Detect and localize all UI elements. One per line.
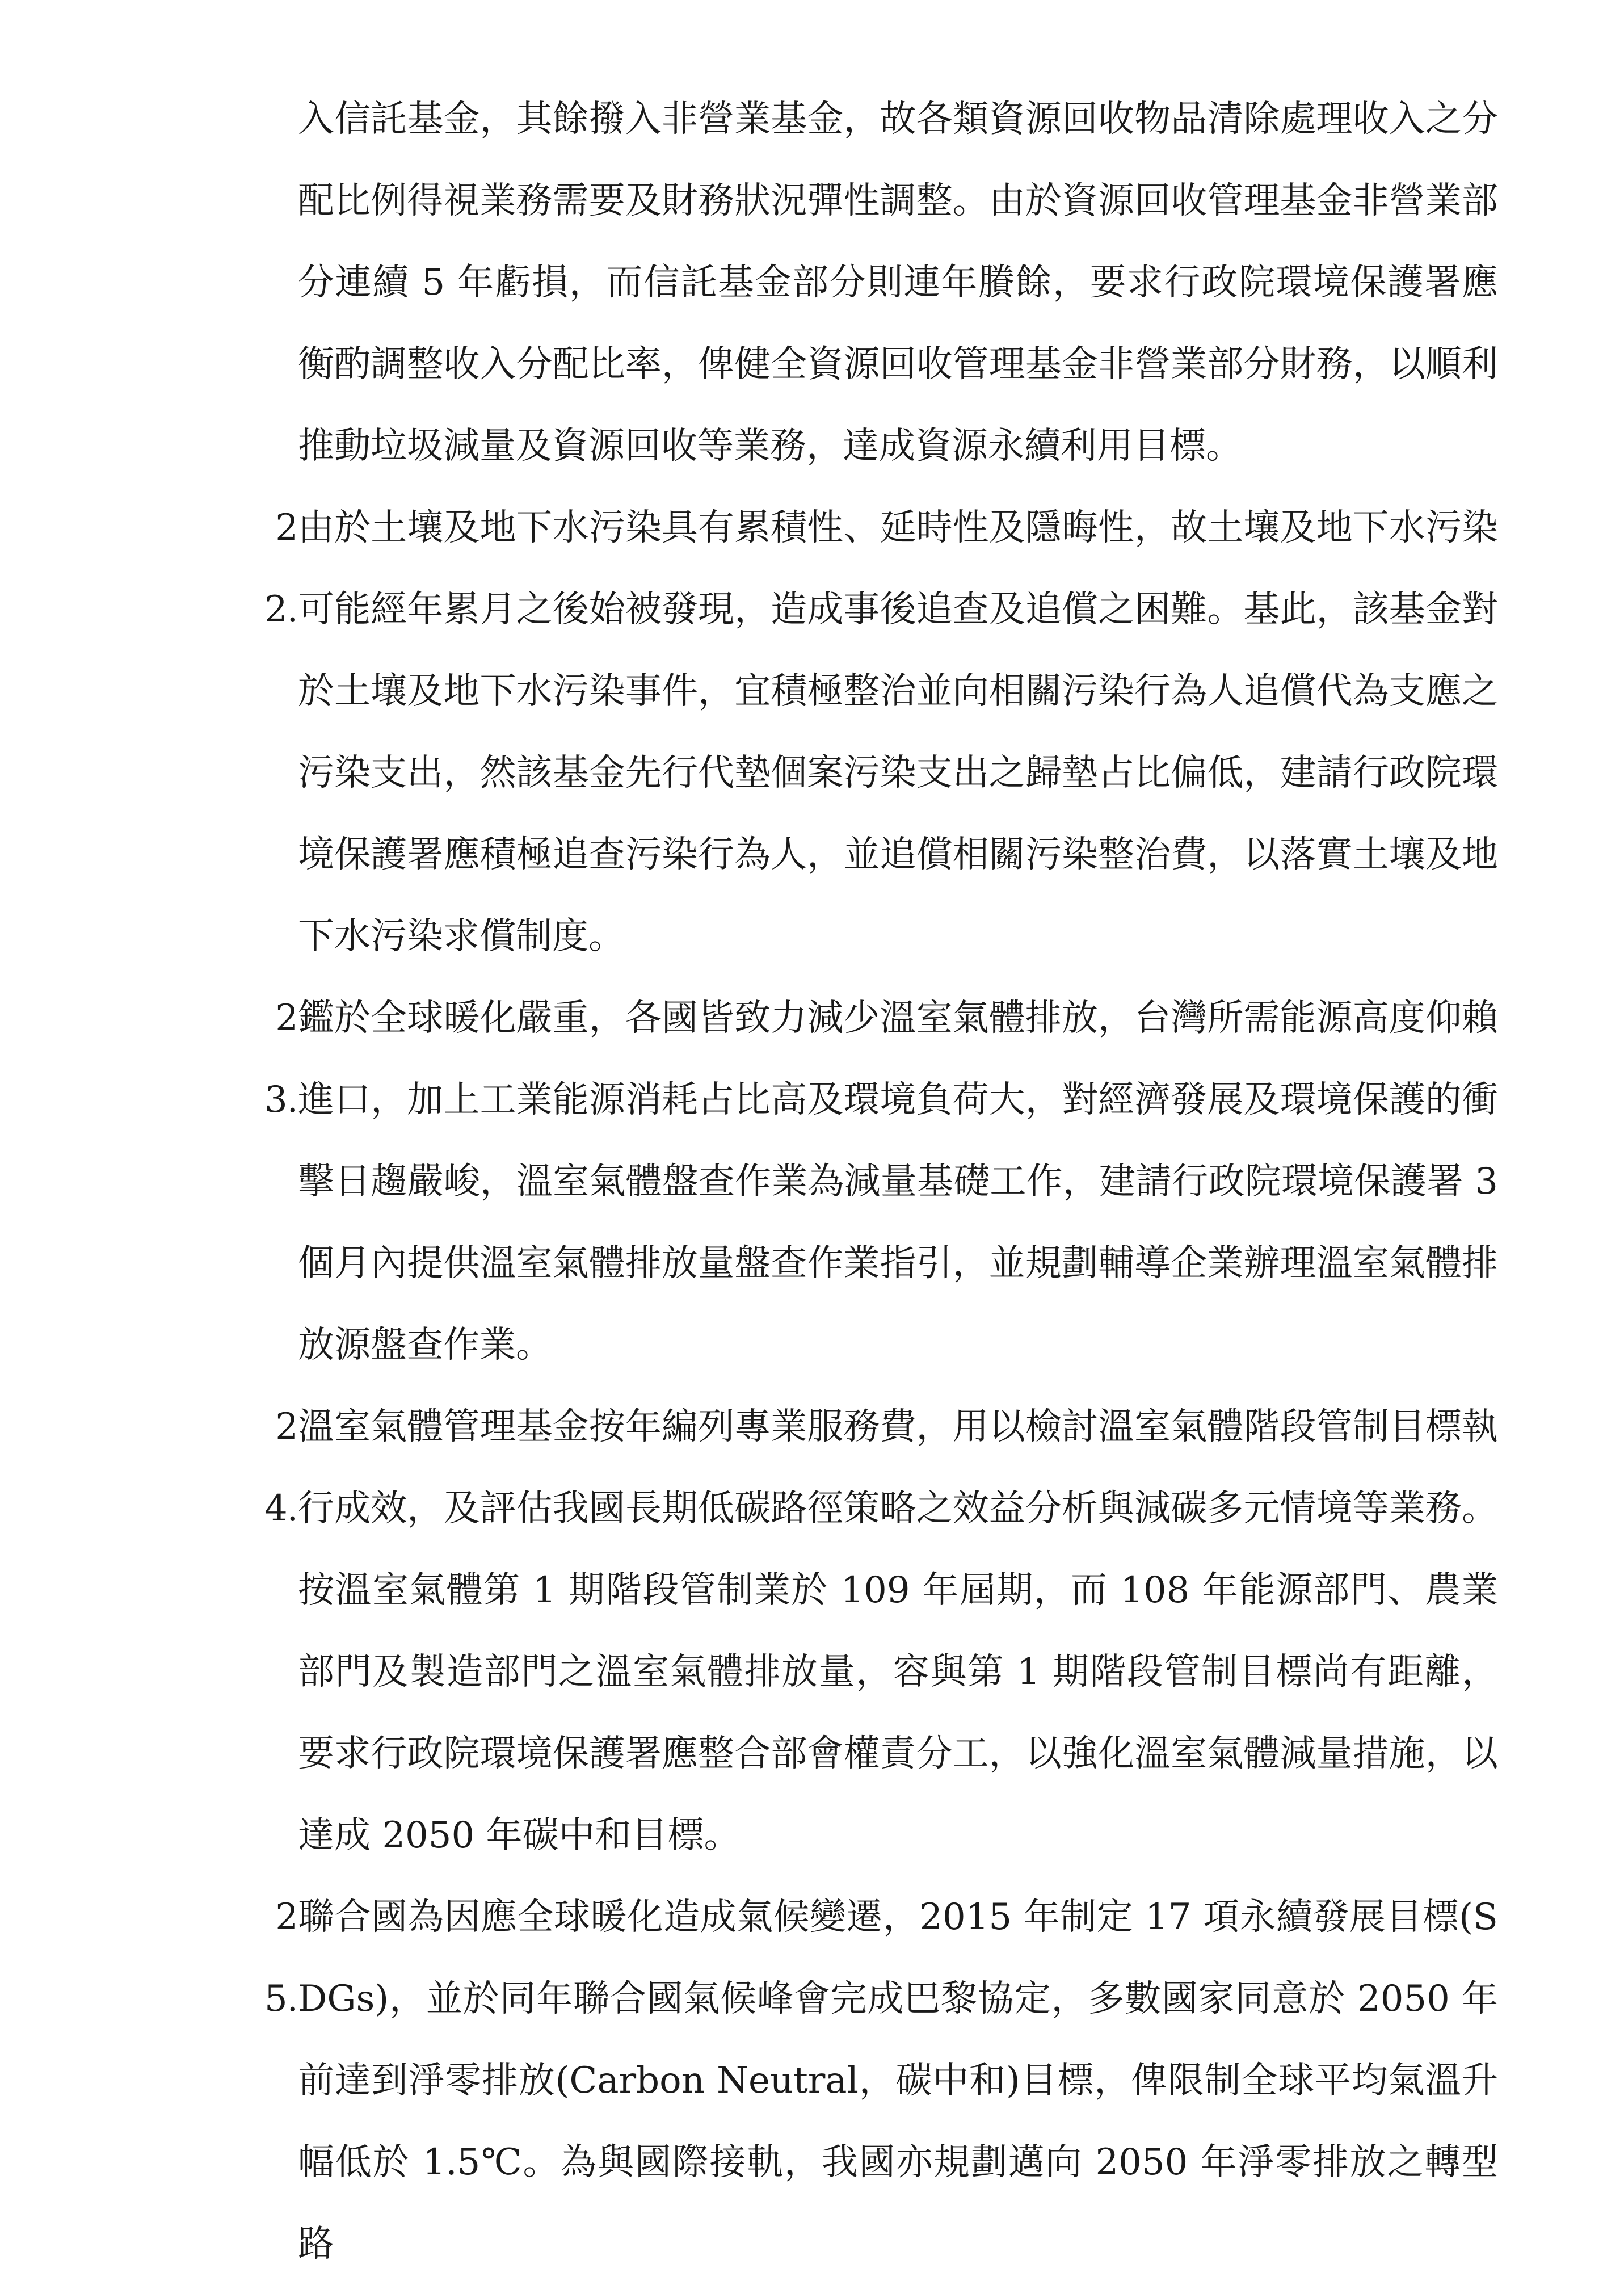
paragraph-number: 24. xyxy=(264,1406,298,1530)
paragraph-24 xyxy=(250,1386,1498,1876)
paragraph-22 xyxy=(250,487,1498,977)
paragraph-text: 入信託基金，其餘撥入非營業基金，故各類資源回收物品清除處理收入之分配比例得視業務需要及財務狀況彈性調整。由於資源回收管理基金非營業部分連續 5 年虧損，而信託基金部分則連年賸餘，要求行政院環境保護署應衡酌調整收入分配比率，俾健全資源回收管理基金非營業部分財務，以順利推動垃圾減量及資源回收等業務，達成資源永續利用目標。 xyxy=(298,98,1498,467)
paragraph-continued xyxy=(250,78,1498,487)
paragraph-number: 22. xyxy=(264,507,298,631)
paragraph-text: 溫室氣體管理基金按年編列專業服務費，用以檢討溫室氣體階段管制目標執行成效，及評估我國長期低碳路徑策略之效益分析與減碳多元情境等業務。按溫室氣體第 1 期階段管制業於 109 年屆期，而 108 年能源部門、農業部門及製造部門之溫室氣體排放量，容與第 1 期階段管制目標尚有距離，要求行政院環境保護署應整合部會權責分工，以強化溫室氣體減量措施，以達成 2050 年碳中和目標。 xyxy=(298,1406,1498,1856)
body-text xyxy=(250,78,1498,2285)
paragraph-text: 鑑於全球暖化嚴重，各國皆致力減少溫室氣體排放，台灣所需能源高度仰賴進口，加上工業能源消耗占比高及環境負荷大，對經濟發展及環境保護的衝擊日趨嚴峻，溫室氣體盤查作業為減量基礎工作，建請行政院環境保護署 3 個月內提供溫室氣體排放量盤查作業指引，並規劃輔導企業辦理溫室氣體排放源盤查作業。 xyxy=(298,997,1498,1366)
paragraph-number: 23. xyxy=(264,997,298,1121)
paragraph-text: 由於土壤及地下水污染具有累積性、延時性及隱晦性，故土壤及地下水污染可能經年累月之後始被發現，造成事後追查及追償之困難。基此，該基金對於土壤及地下水污染事件，宜積極整治並向相關污染行為人追償代為支應之污染支出，然該基金先行代墊個案污染支出之歸墊占比偏低，建請行政院環境保護署應積極追查污染行為人，並追償相關污染整治費，以落實土壤及地下水污染求償制度。 xyxy=(298,507,1498,957)
paragraph-25 xyxy=(250,1876,1498,2285)
paragraph-number: 25. xyxy=(264,1896,298,2020)
paragraph-23 xyxy=(250,977,1498,1386)
paragraph-text: 聯合國為因應全球暖化造成氣候變遷，2015 年制定 17 項永續發展目標(SDGs)，並於同年聯合國氣候峰會完成巴黎協定，多數國家同意於 2050 年前達到淨零排放(Carbon Neutral，碳中和)目標，俾限制全球平均氣溫升幅低於 1.5℃。為與國際接軌，我國亦規劃邁向 2050 年淨零排放之轉型路 xyxy=(298,1896,1498,2265)
